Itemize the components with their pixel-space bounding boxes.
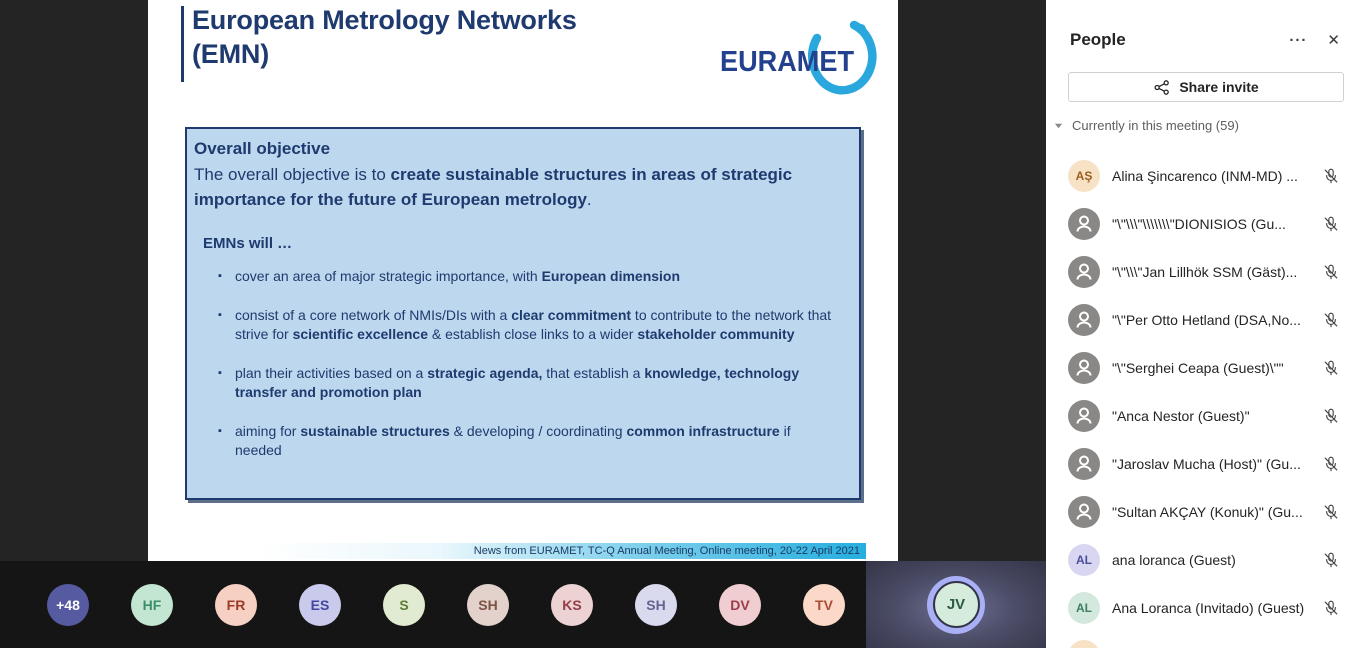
participant-avatar-bubble[interactable]: SH [635, 584, 677, 626]
active-speaker-avatar: JV [933, 581, 980, 628]
participant-row[interactable] [1046, 296, 1366, 344]
emns-will-subheading: EMNs will … [203, 235, 293, 252]
slide-footer-banner: News from EURAMET, TC-Q Annual Meeting, Online meeting, 20-22 April 2021 [258, 543, 866, 559]
slide-title-line1: European Metrology Networks [192, 5, 577, 35]
mic-muted-icon[interactable] [1322, 359, 1340, 377]
mic-muted-icon[interactable] [1322, 167, 1340, 185]
participant-avatar-bubble[interactable]: DV [719, 584, 761, 626]
person-icon [1068, 256, 1100, 288]
participant-avatar [1068, 304, 1100, 336]
people-panel-title: People [1070, 30, 1126, 49]
participant-avatar-bubble[interactable]: SH [467, 584, 509, 626]
share-icon [1153, 79, 1170, 96]
overflow-count-avatar[interactable]: +48 [47, 584, 89, 626]
person-icon [1068, 304, 1100, 336]
participant-row[interactable] [1046, 392, 1366, 440]
participant-avatar [1068, 352, 1100, 384]
stage-left-strip [0, 0, 148, 561]
active-speaker-tile[interactable] [866, 561, 1046, 648]
shared-slide [148, 0, 898, 561]
participant-row[interactable] [1046, 488, 1366, 536]
person-icon [1068, 448, 1100, 480]
stage-right-strip [898, 0, 1046, 561]
slide-title [192, 3, 577, 71]
person-icon [1068, 400, 1100, 432]
participant-avatar [1068, 448, 1100, 480]
participant-avatar [1068, 544, 1100, 576]
mic-muted-icon[interactable] [1322, 551, 1340, 569]
mic-muted-icon[interactable] [1322, 263, 1340, 281]
mic-muted-icon[interactable] [1322, 311, 1340, 329]
slide-bullet: ▪ aiming for sustainable structures & developing / coordinating common infrastructure if needed [218, 422, 833, 460]
close-icon[interactable]: ✕ [1327, 31, 1340, 49]
participant-row[interactable] [1046, 632, 1366, 648]
participant-name: "Sultan AKÇAY (Konuk)" (Gu... [1112, 504, 1303, 520]
participant-name: "Jaroslav Mucha (Host)" (Gu... [1112, 456, 1301, 472]
more-options-icon[interactable]: ··· [1289, 31, 1308, 49]
person-icon [1068, 208, 1100, 240]
share-invite-button[interactable] [1068, 72, 1344, 102]
person-icon [1068, 352, 1100, 384]
share-invite-label: Share invite [1179, 79, 1259, 95]
participant-initials: AL [1076, 553, 1092, 567]
meeting-section-label: Currently in this meeting (59) [1072, 118, 1239, 133]
participant-avatar [1068, 160, 1100, 192]
participant-row[interactable] [1046, 344, 1366, 392]
slide-title-accent-bar [181, 6, 184, 82]
objective-intro: The overall objective is to create sustainable structures in areas of strategic importance for the future of European metrology. [194, 165, 793, 209]
participant-avatar [1068, 208, 1100, 240]
participant-row[interactable] [1046, 584, 1366, 632]
mic-muted-icon[interactable] [1322, 215, 1340, 233]
participant-avatar-bubble[interactable]: FR [215, 584, 257, 626]
participant-name: "\"\\\"Jan Lillhök SSM (Gäst)... [1112, 264, 1298, 280]
meeting-section-toggle[interactable] [1046, 102, 1239, 133]
mic-muted-icon[interactable] [1322, 503, 1340, 521]
objective-box [185, 127, 861, 500]
participant-row[interactable] [1046, 152, 1366, 200]
participant-row[interactable] [1046, 200, 1366, 248]
objective-heading: Overall objective [194, 139, 331, 158]
participant-avatar [1068, 400, 1100, 432]
speaking-indicator-ring [927, 576, 985, 634]
participant-row[interactable] [1046, 536, 1366, 584]
mic-muted-icon[interactable] [1322, 599, 1340, 617]
people-panel [1046, 0, 1366, 648]
participant-row[interactable] [1046, 248, 1366, 296]
slide-bullet: ▪ consist of a core network of NMIs/DIs with a clear commitment to contribute to the network that strive for scientific excellence & establish close links to a wider stakeholder community [218, 306, 833, 344]
person-icon [1068, 496, 1100, 528]
participant-name: ana loranca (Guest) [1112, 552, 1236, 568]
slide-bullet: ▪ plan their activities based on a strategic agenda, that establish a knowledge, technology transfer and promotion plan [218, 364, 833, 402]
participant-avatar-bubble[interactable]: TV [803, 584, 845, 626]
collapse-chevron-icon [1054, 121, 1063, 130]
participant-initials: AŞ [1075, 169, 1093, 183]
mic-muted-icon[interactable] [1322, 407, 1340, 425]
slide-bullet: ▪ cover an area of major strategic importance, with European dimension [218, 267, 833, 286]
euramet-logo-dot [856, 24, 866, 34]
people-panel-header [1046, 0, 1366, 50]
participant-avatar [1068, 496, 1100, 528]
euramet-logo [720, 18, 880, 98]
participant-avatar [1068, 640, 1100, 648]
participant-name: Ana Loranca (Invitado) (Guest) [1112, 600, 1305, 616]
participant-row[interactable] [1046, 440, 1366, 488]
participant-initials: AL [1076, 601, 1092, 615]
participant-name: "\"Per Otto Hetland (DSA,No... [1112, 312, 1301, 328]
participant-name: Alina Şincarenco (INM-MD) ... [1112, 168, 1298, 184]
participant-avatar-bubble[interactable]: HF [131, 584, 173, 626]
participant-name: "\"\\\"\\\\\\\"DIONISIOS (Gu... [1112, 216, 1286, 232]
participant-avatar [1068, 592, 1100, 624]
participant-name: "\"Serghei Ceapa (Guest)\"" [1112, 360, 1284, 376]
euramet-logo-text: EURAMET [720, 46, 855, 78]
participant-list [1046, 152, 1366, 648]
slide-title-line2: (EMN) [192, 39, 269, 69]
participant-avatar [1068, 256, 1100, 288]
mic-muted-icon[interactable] [1322, 455, 1340, 473]
participant-avatar-bubble[interactable]: S [383, 584, 425, 626]
participant-avatar-bubble[interactable]: KS [551, 584, 593, 626]
participant-name: "Anca Nestor (Guest)" [1112, 408, 1250, 424]
participant-avatar-bubble[interactable]: ES [299, 584, 341, 626]
slide-bullet-list [194, 267, 839, 460]
